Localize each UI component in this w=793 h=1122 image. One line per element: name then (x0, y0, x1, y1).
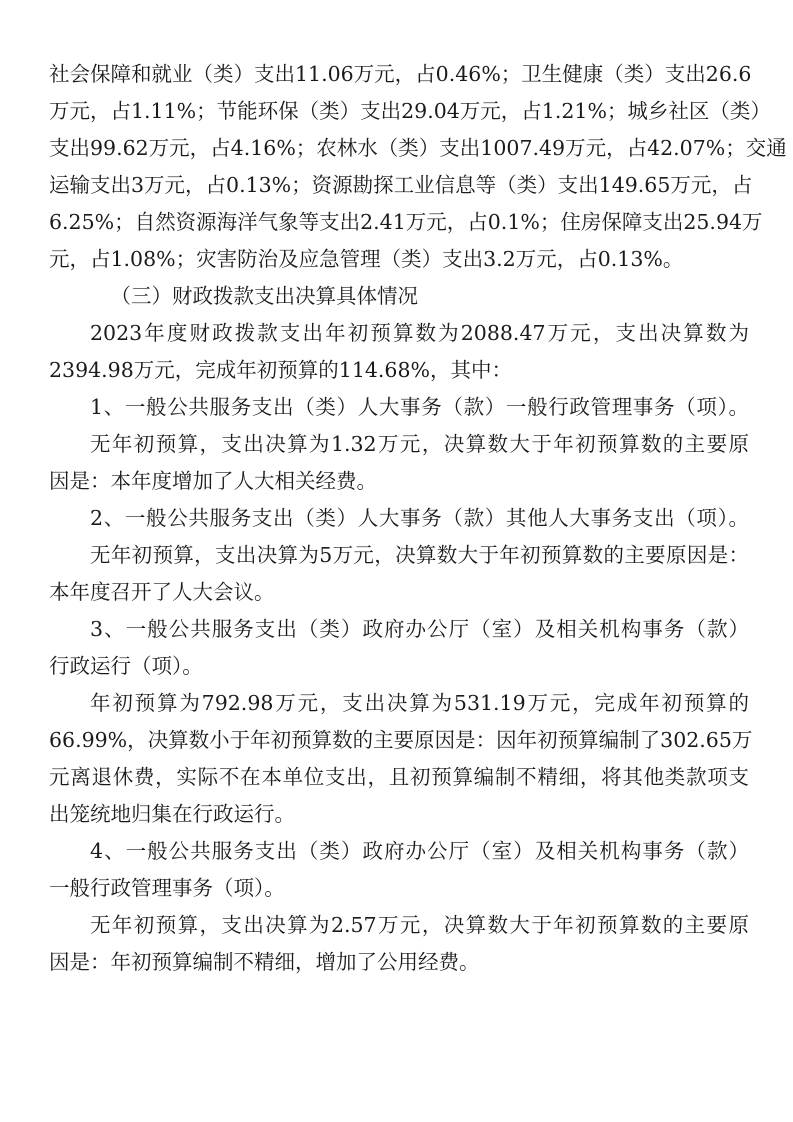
text-line: 年初预算为792.98万元，支出决算为531.19万元，完成年初预算的 (90, 691, 749, 715)
text-line: 支出99.62万元，占4.16%；农林水（类）支出1007.49万元，占42.07%；交通 (49, 136, 787, 160)
text-line: 2023年度财政拨款支出年初预算数为2088.47万元，支出决算数为 (90, 321, 749, 345)
text-line: 一般行政管理事务（项）。 (49, 876, 285, 900)
item-1-title: 1、一般公共服务支出（类）人大事务（款）一般行政管理事务（项）。 (90, 395, 749, 419)
text-line: 本年度召开了人大会议。 (49, 580, 275, 604)
item-2-title: 2、一般公共服务支出（类）人大事务（款）其他人大事务支出（项）。 (90, 506, 749, 530)
paragraph-summary (49, 315, 749, 389)
text-line: 无年初预算，支出决算为1.32万元，决算数大于年初预算数的主要原 (90, 432, 749, 456)
text-line: 万元，占1.11%；节能环保（类）支出29.04万元，占1.21%；城乡社区（类） (49, 99, 771, 123)
text-line: 6.25%；自然资源海洋气象等支出2.41万元，占0.1%；住房保障支出25.94万 (49, 210, 763, 234)
text-line: 4、一般公共服务支出（类）政府办公厅（室）及相关机构事务（款） (90, 839, 749, 863)
text-line: 行政运行（项）。 (49, 654, 203, 678)
item-1-body (49, 426, 749, 500)
text-line: 无年初预算，支出决算为2.57万元，决算数大于年初预算数的主要原 (90, 913, 749, 937)
text-line: 无年初预算，支出决算为5万元，决算数大于年初预算数的主要原因是： (90, 543, 749, 567)
text-line: 元离退休费，实际不在本单位支出，且初预算编制不精细，将其他类款项支 (49, 765, 749, 789)
text-line: 元，占1.08%；灾害防治及应急管理（类）支出3.2万元，占0.13%。 (49, 247, 684, 271)
paragraph-expenditure-breakdown (49, 56, 787, 278)
item-3-body (49, 685, 753, 833)
item-4-body (49, 907, 749, 981)
section-heading: （三）财政拨款支出决算具体情况 (110, 284, 418, 308)
text-line: 出笼统地归集在行政运行。 (49, 802, 295, 826)
text-line: 因是：年初预算编制不精细，增加了公用经费。 (49, 950, 480, 974)
item-2-body (49, 537, 749, 611)
item-3-title (49, 611, 749, 685)
text-line: 2394.98万元，完成年初预算的114.68%，其中： (49, 358, 512, 382)
text-line: 因是：本年度增加了人大相关经费。 (49, 469, 377, 493)
document-page (49, 56, 787, 981)
text-line: 66.99%，决算数小于年初预算数的主要原因是：因年初预算编制了302.65万 (49, 728, 753, 752)
text-line: 3、一般公共服务支出（类）政府办公厅（室）及相关机构事务（款） (90, 617, 749, 641)
text-line: 社会保障和就业（类）支出11.06万元，占0.46%；卫生健康（类）支出26.6 (49, 62, 752, 86)
text-line: 运输支出3万元，占0.13%；资源勘探工业信息等（类）支出149.65万元，占 (49, 173, 753, 197)
item-4-title (49, 833, 749, 907)
